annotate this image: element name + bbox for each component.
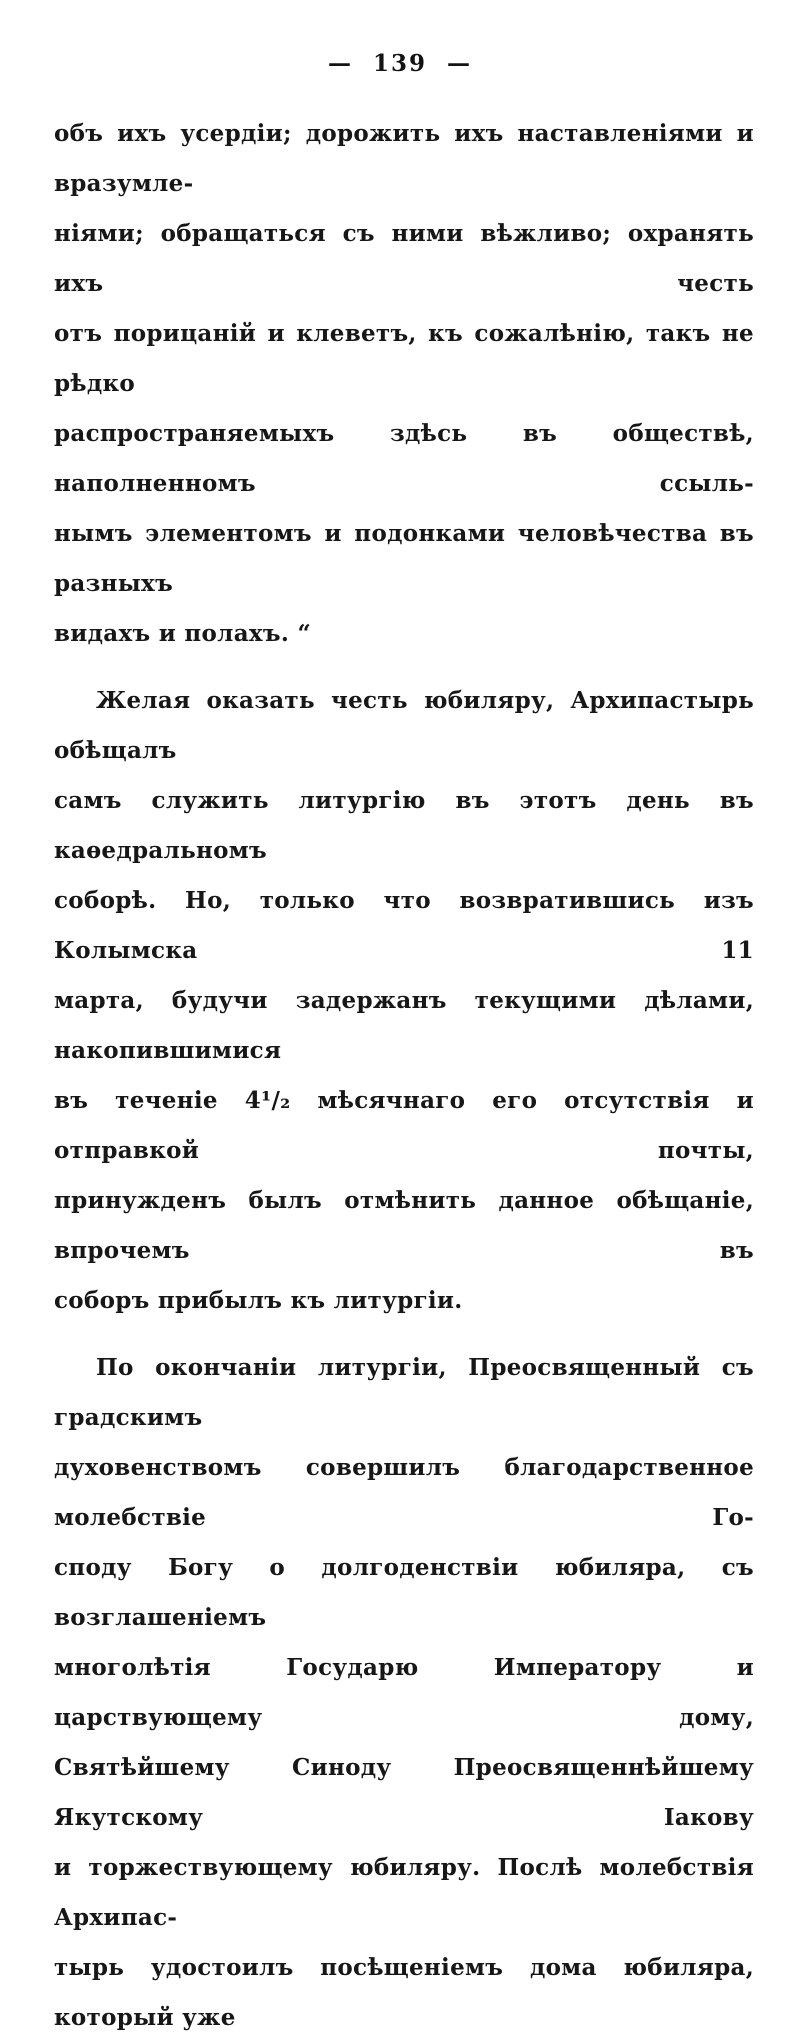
text-line: духовенствомъ совершилъ благодарственное молебствіе Го- [54, 1454, 754, 1531]
text-line: Святѣйшему Синоду Преосвященнѣйшему Якутскому Іакову [54, 1754, 754, 1831]
text-line: соборъ прибылъ къ литургіи. [54, 1287, 463, 1314]
paragraph-3 [54, 1343, 754, 2043]
text-line: марта, будучи задержанъ текущими дѣлами, накопившимися [54, 987, 754, 1064]
paragraph-1 [54, 109, 754, 659]
text-line: соборѣ. Но, только что возвратившись изъ Колымска 11 [54, 887, 754, 964]
text-line: распространяемыхъ здѣсь въ обществѣ, наполненномъ ссыль- [54, 420, 754, 497]
text-line: и торжествующему юбиляру. Послѣ молебствія Архипас- [54, 1854, 754, 1931]
text-line: принужденъ былъ отмѣнить данное обѣщаніе, впрочемъ въ [54, 1187, 754, 1264]
paragraph-2 [54, 676, 754, 1326]
text-line: Желая оказать честь юбиляру, Архипастырь обѣщалъ [54, 687, 754, 764]
text-line: многолѣтія Государю Императору и царствующему дому, [54, 1654, 754, 1731]
text-line: отъ порицаній и клеветъ, къ сожалѣнію, такъ не рѣдко [54, 320, 754, 397]
text-line: самъ служить литургію въ этотъ день въ каѳедральномъ [54, 787, 754, 864]
text-line: видахъ и полахъ. “ [54, 620, 311, 647]
text-line: ніями; обращаться съ ними вѣжливо; охранять ихъ честь [54, 220, 754, 297]
text-line: тырь удостоилъ посѣщеніемъ дома юбиляра, который уже [54, 1954, 754, 2031]
page-number: — 139 — [327, 50, 473, 77]
text-line: споду Богу о долгоденствіи юбиляра, съ возглашеніемъ [54, 1554, 754, 1631]
text-line: По окончаніи литургіи, Преосвященный съ градскимъ [54, 1354, 754, 1431]
text-line: объ ихъ усердіи; дорожить ихъ наставленіями и вразумле- [54, 120, 754, 197]
page-text [54, 109, 754, 2043]
text-line: въ теченіе 4¹/₂ мѣсячнаго его отсутствія и отправкой почты, [54, 1087, 754, 1164]
text-line: нымъ элементомъ и подонками человѣчества въ разныхъ [54, 520, 754, 597]
